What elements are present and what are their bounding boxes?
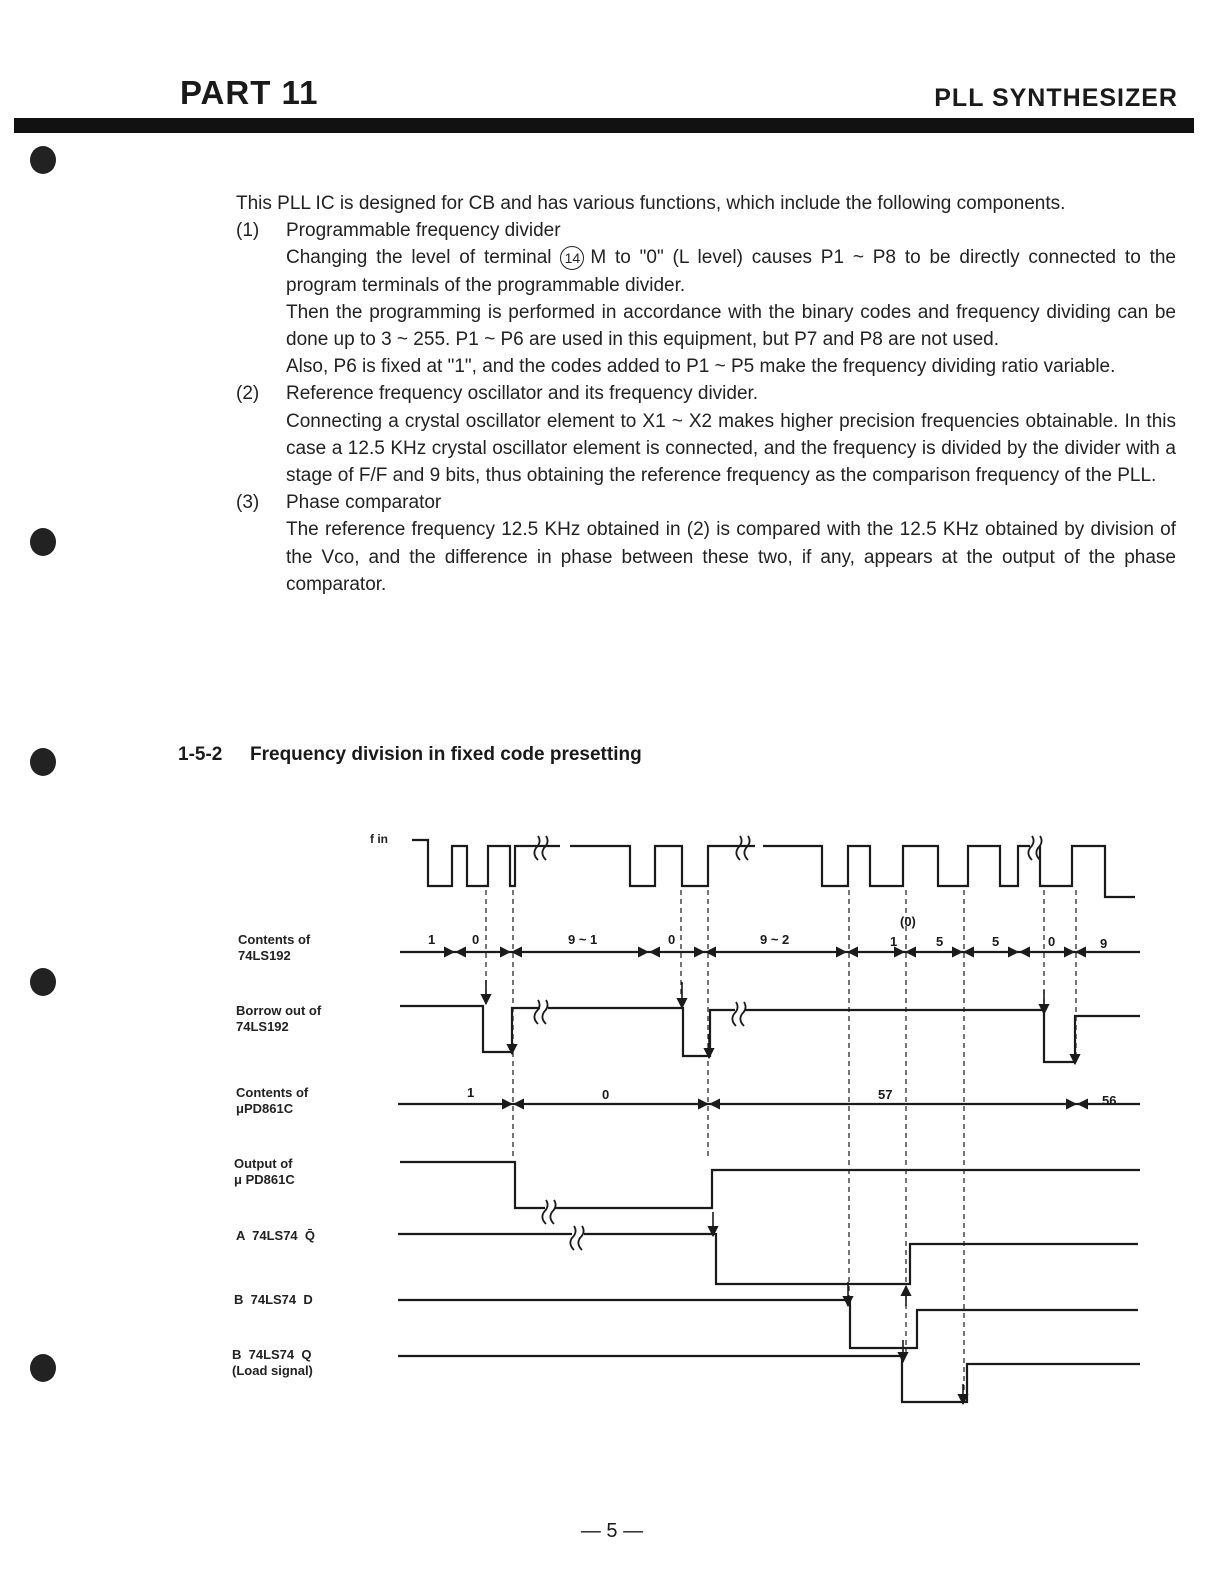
item-text: Changing the level of terminal <box>286 247 552 269</box>
borrow-waveform <box>400 1006 540 1052</box>
part-heading: PART 11 <box>180 74 319 111</box>
a-qbar-waveform <box>584 1234 1138 1284</box>
section-title-text: Frequency division in fixed code presetting <box>250 744 642 765</box>
item-title: Phase comparator <box>286 492 442 514</box>
signal-label-line: B 74LS74 D <box>234 1292 313 1307</box>
signal-label-line: (Load signal) <box>232 1363 313 1378</box>
counter-value-label: 1 <box>428 932 436 947</box>
fin-waveform <box>570 846 755 886</box>
item-paragraph: Also, P6 is fixed at "1", and the codes added to P1 ~ P5 make the frequency dividing ratio variable. <box>286 356 1116 378</box>
output-waveform <box>555 1170 1140 1208</box>
item-title: Programmable frequency divider <box>286 220 561 242</box>
intro-paragraph: This PLL IC is designed for CB and has various functions, which include the following components. <box>236 193 1066 214</box>
signal-label-line: μPD861C <box>236 1101 294 1116</box>
signal-label-line: A 74LS74 Q̄ <box>236 1228 315 1243</box>
counter-value-label: (0) <box>900 914 916 929</box>
item-number: (3) <box>236 492 260 514</box>
signal-label-line: Borrow out of <box>236 1003 322 1018</box>
counter-value-label: 0 <box>1048 934 1056 949</box>
item-number: (1) <box>236 220 260 242</box>
break-mark <box>542 1200 555 1224</box>
counter-value-label: 5 <box>992 934 1000 949</box>
signal-label-line: B 74LS74 Q <box>232 1347 312 1362</box>
counter-value-label: 9 ~ 1 <box>568 932 598 947</box>
signal-label-line: Contents of <box>238 932 311 947</box>
section-number: 1-5-2 <box>178 744 223 765</box>
b-q-waveform <box>398 1356 1140 1402</box>
output-waveform <box>400 1162 545 1208</box>
break-mark <box>736 836 749 860</box>
break-mark <box>570 1226 583 1250</box>
item-paragraph: Connecting a crystal oscillator element to X1 ~ X2 makes higher precision frequencies obtainable. In this case a 12.5 KHz crystal oscillator element is connected, and the frequency is divided by the divider with a stage of F/F and 9 bits, thus obtaining the reference frequency as the comparison frequency of the PLL. <box>286 410 1176 487</box>
item-text: M to "0" (L level) causes P1 ~ P8 to be directly connected to the program terminals of the programmable divider. <box>286 247 1177 296</box>
counter-value-label: 9 ~ 2 <box>760 932 790 947</box>
upd-value-label: 1 <box>467 1085 475 1100</box>
upd-value-label: 0 <box>602 1087 610 1102</box>
item-paragraph: Then the programming is performed in accordance with the binary codes and frequency dividing can be done up to 3 ~ 255. P1 ~ P6 are used in this equipment, but P7 and P8 are not used. <box>286 301 1176 351</box>
counter-value-label: 0 <box>668 932 676 947</box>
b-d-waveform <box>398 1300 1138 1348</box>
signal-label-line: Output of <box>234 1156 293 1171</box>
terminal-number-badge: 14 <box>560 246 584 270</box>
page-number: — 5 — <box>580 1520 644 1542</box>
break-mark <box>732 1002 745 1026</box>
fin-label: f in <box>370 832 388 846</box>
counter-value-label: 1 <box>890 934 898 949</box>
item-number: (2) <box>236 383 260 405</box>
counter-value-label: 9 <box>1100 936 1108 951</box>
fin-waveform <box>1040 846 1135 897</box>
upd-value-label: 56 <box>1102 1093 1117 1108</box>
signal-label-line: 74LS192 <box>236 1019 289 1034</box>
counter-value-label: 0 <box>472 932 480 947</box>
section-heading: PLL SYNTHESIZER <box>934 84 1178 112</box>
fin-waveform <box>763 846 1030 886</box>
borrow-waveform <box>745 1010 1140 1062</box>
signal-label-line: 74LS192 <box>238 948 291 963</box>
item-title: Reference frequency oscillator and its frequency divider. <box>286 383 759 405</box>
counter-value-label: 5 <box>936 934 944 949</box>
break-mark <box>534 836 547 860</box>
item-paragraph: The reference frequency 12.5 KHz obtained in (2) is compared with the 12.5 KHz obtained by division of the Vco, and the difference in phase between these two, if any, appears at the output of the phase comparator. <box>286 519 1176 595</box>
borrow-waveform <box>548 1008 735 1056</box>
upd-value-label: 57 <box>878 1087 893 1102</box>
signal-label-line: μ PD861C <box>234 1172 295 1187</box>
break-mark <box>534 1000 547 1024</box>
signal-label-line: Contents of <box>236 1085 309 1100</box>
